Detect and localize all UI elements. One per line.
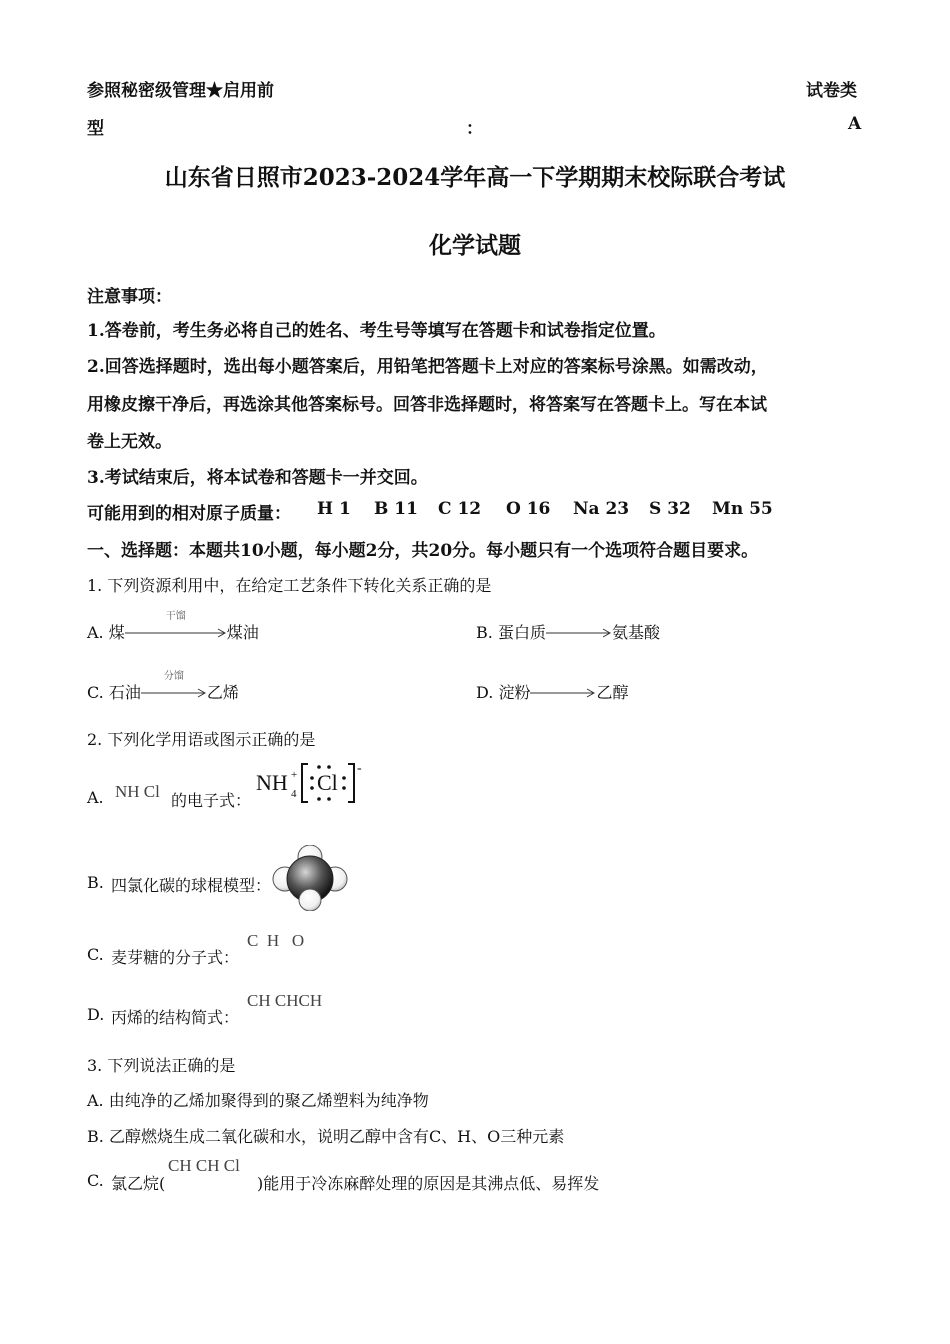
notice-item-1: 1.答卷前，考生务必将自己的姓名、考生号等填写在答题卡和试卷指定位置。 xyxy=(87,321,666,341)
electron-dot xyxy=(327,765,331,769)
q1-option-d xyxy=(476,680,628,703)
cation-subscript: 4 xyxy=(291,788,297,800)
ccl4-model-image xyxy=(272,845,348,911)
reactant: 淀粉 xyxy=(498,683,531,702)
notice-heading: 注意事项： xyxy=(87,287,172,307)
q2-option-c-label: C. xyxy=(87,945,104,964)
cation-symbol: NH xyxy=(256,770,288,795)
paper-type-value: A xyxy=(848,114,862,134)
reaction-arrow xyxy=(530,684,596,703)
arrow-icon xyxy=(141,687,207,699)
atomic-mass-item: Na 23 xyxy=(573,499,630,519)
option-label: A. xyxy=(87,1091,104,1110)
electron-dot xyxy=(310,786,314,790)
exam-subtitle: 化学试题 xyxy=(429,232,521,259)
notice-item-2-end: 卷上无效。 xyxy=(87,432,172,452)
q3-option-b xyxy=(87,1124,564,1147)
q2-option-a-label: A. xyxy=(87,788,104,807)
formula: CH CHCH xyxy=(247,991,323,1010)
formula: NH Cl xyxy=(115,782,160,801)
secrecy-label: 参照秘密级管理★启用前 xyxy=(87,81,274,101)
arrow-icon xyxy=(125,627,227,639)
exam-title: 山东省日照市2023-2024学年高一下学期期末校际联合考试 xyxy=(164,164,786,191)
product: 煤油 xyxy=(226,623,259,642)
q3-option-c-text-after: )能用于冷冻麻醉处理的原因是其沸点低、易挥发 xyxy=(257,1174,600,1193)
q2-option-c-text: 麦芽糖的分子式： xyxy=(111,948,240,967)
q3-option-a xyxy=(87,1088,429,1111)
electron-formula xyxy=(254,758,369,812)
notice-item-2-cont: 用橡皮擦干净后，再选涂其他答案标号。回答非选择题时，将答案写在答题卡上。写在本试 xyxy=(87,395,767,415)
reactant: 蛋白质 xyxy=(497,623,546,642)
q2-option-a-text: 的电子式： xyxy=(171,791,252,810)
ball-stick-model xyxy=(272,845,348,915)
reaction-arrow xyxy=(125,611,227,643)
q1-option-c xyxy=(87,671,239,703)
electron-dot xyxy=(317,797,321,801)
right-bracket xyxy=(348,764,354,802)
notice-item-2: 2.回答选择题时，选出每小题答案后，用铅笔把答题卡上对应的答案标号涂黑。如需改动， xyxy=(87,357,768,377)
reaction-condition: 分馏 xyxy=(163,671,184,682)
electron-dot xyxy=(310,776,314,780)
atomic-mass-item: B 11 xyxy=(374,499,418,519)
electron-dot xyxy=(317,765,321,769)
paper-type-colon: ： xyxy=(466,119,483,139)
q1-option-b xyxy=(476,620,660,643)
option-text: 乙醇燃烧生成二氧化碳和水，说明乙醇中含有C、H、O三种元素 xyxy=(108,1127,565,1146)
atomic-mass-label: 可能用到的相对原子质量： xyxy=(87,504,291,524)
left-bracket xyxy=(302,764,308,802)
reactant: 石油 xyxy=(108,683,141,702)
q2-option-d-label: D. xyxy=(87,1005,105,1024)
option-label: B. xyxy=(87,1127,104,1146)
formula: CH CH Cl xyxy=(168,1156,240,1175)
paper-type-label: 试卷类 xyxy=(806,81,857,101)
atomic-mass-item: H 1 xyxy=(317,499,351,519)
question-2-stem: 2. 下列化学用语或图示正确的是 xyxy=(87,730,316,749)
q1-option-a xyxy=(87,611,259,643)
atomic-mass-item: Mn 55 xyxy=(712,499,773,519)
reaction-arrow xyxy=(141,671,207,703)
option-label: A. xyxy=(87,623,104,642)
atomic-mass-item: S 32 xyxy=(649,499,691,519)
formula: C H O xyxy=(247,931,305,950)
electron-dot xyxy=(342,776,346,780)
anion-charge: - xyxy=(357,761,362,776)
anion-symbol: Cl xyxy=(317,770,338,795)
product: 乙烯 xyxy=(206,683,239,702)
q3-option-c-label: C. xyxy=(87,1171,104,1190)
question-1-stem: 1. 下列资源利用中，在给定工艺条件下转化关系正确的是 xyxy=(87,576,492,595)
reaction-condition: 干馏 xyxy=(165,611,186,622)
reactant: 煤 xyxy=(108,623,125,642)
atomic-mass-item: C 12 xyxy=(438,499,482,519)
electron-dot xyxy=(327,797,331,801)
arrow-icon xyxy=(530,687,596,699)
q2-option-b-text: 四氯化碳的球棍模型： xyxy=(111,876,272,895)
product: 氨基酸 xyxy=(611,623,660,642)
arrow-icon xyxy=(546,627,612,639)
option-text: 由纯净的乙烯加聚得到的聚乙烯塑料为纯净物 xyxy=(108,1091,429,1110)
electron-dot xyxy=(342,786,346,790)
q2-option-b-label: B. xyxy=(87,873,104,892)
option-label: B. xyxy=(476,623,493,642)
q3-option-c-text-before: 氯乙烷( xyxy=(111,1174,166,1193)
section-heading: 一、选择题：本题共10小题，每小题2分，共20分。每小题只有一个选项符合题目要求。 xyxy=(87,541,759,561)
reaction-arrow xyxy=(546,624,612,643)
paper-type-label-cont: 型 xyxy=(87,119,104,139)
cation-charge: + xyxy=(291,769,298,781)
chlorine-atom xyxy=(299,889,321,911)
notice-item-3: 3.考试结束后，将本试卷和答题卡一并交回。 xyxy=(87,468,428,488)
option-label: D. xyxy=(476,683,494,702)
atomic-mass-item: O 16 xyxy=(506,499,551,519)
question-3-stem: 3. 下列说法正确的是 xyxy=(87,1056,236,1075)
q2-option-d-text: 丙烯的结构简式： xyxy=(111,1008,240,1027)
option-label: C. xyxy=(87,683,104,702)
electron-dot-diagram xyxy=(254,758,369,808)
product: 乙醇 xyxy=(596,683,629,702)
